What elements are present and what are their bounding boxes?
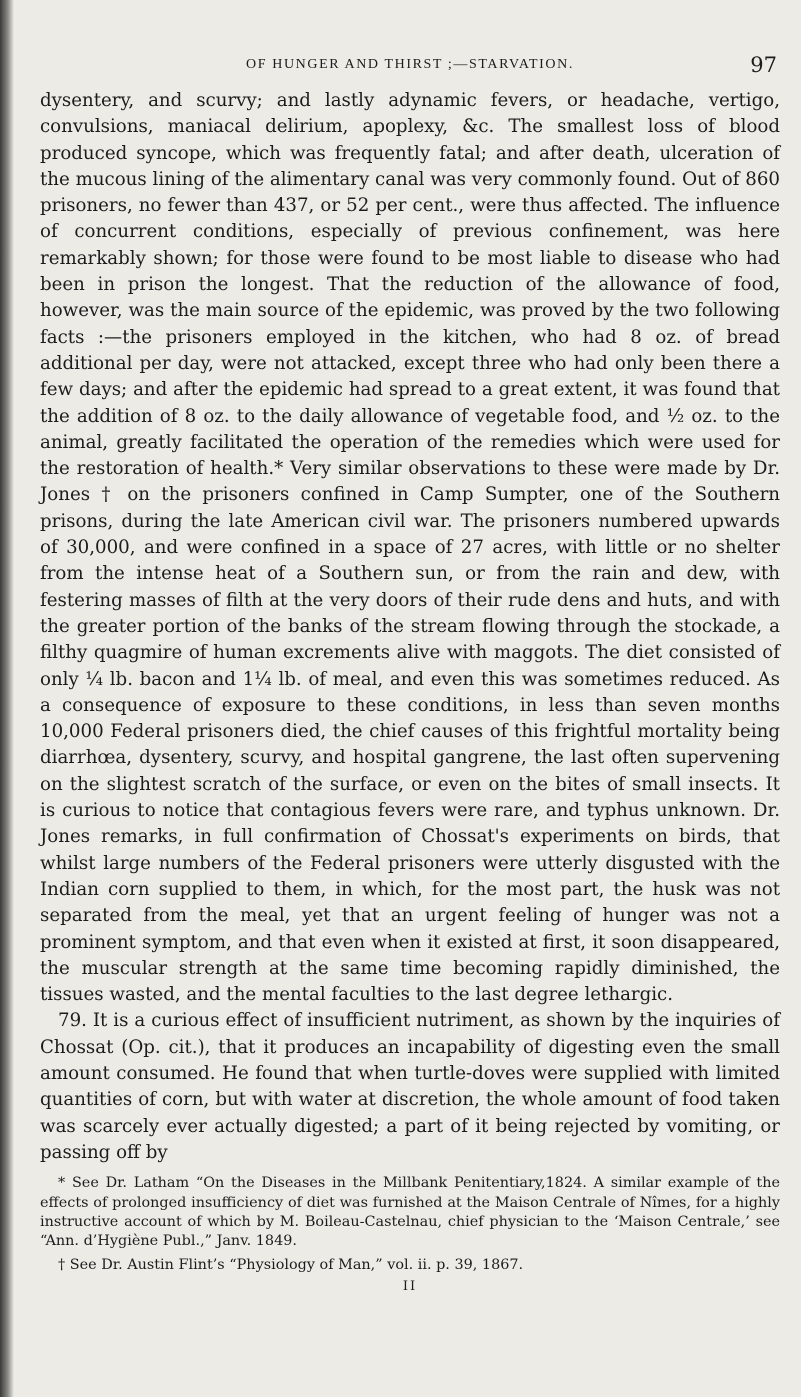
- page-header: [40, 50, 780, 80]
- paragraph-79: 79. It is a curious effect of insufficient nutriment, as shown by the inquiries of Chossat (Op. cit.), that it produces an incapability of digesting even the small amount consumed. He found that when turtle-doves were supplied with limited quantities of corn, but with water at discretion, the whole amount of food taken was scarcely ever actually digested; a part of it being rejected by vomiting, or passing off by: [40, 1010, 780, 1163]
- page-number: 97: [750, 53, 777, 77]
- paragraph-continued: dysentery, and scurvy; and lastly adynamic fevers, or headache, vertigo, convulsions, maniacal delirium, apoplexy, &c. The smallest loss of blood produced syncope, which was frequently fatal; and after death, ulceration of the mucous lining of the alimentary canal was very commonly found. Out of 860 prisoners, no fewer than 437, or 52 per cent., were thus affected. The influence of concurrent conditions, especially of previous confinement, was here remarkably shown; for those were found to be most liable to disease who had been in prison the longest. That the reduction of the allowance of food, however, was the main source of the epidemic, was proved by the two following facts :—the prisoners employed in the kitchen, who had 8 oz. of bread additional per day, were not attacked, except three who had only been there a few days; and after the epidemic had spread to a great extent, it was found that the addition of 8 oz. to the daily allowance of vegetable food, and ½ oz. to the animal, greatly facilitated the operation of the remedies which were used for the restoration of health.* Very similar observations to these were made by Dr. Jones † on the prisoners confined in Camp Sumpter, one of the Southern prisons, during the late American civil war. The prisoners numbered upwards of 30,000, and were confined in a space of 27 acres, with little or no shelter from the intense heat of a Southern sun, or from the rain and dew, with festering masses of filth at the very doors of their rude dens and huts, and with the greater portion of the banks of the stream flowing through the stockade, a filthy quagmire of human excrements alive with maggots. The diet consisted of only ¼ lb. bacon and 1¼ lb. of meal, and even this was sometimes reduced. As a consequence of exposure to these conditions, in less than seven months 10,000 Federal prisoners died, the chief causes of this frightful mortality being diarrhœa, dysentery, scurvy, and hospital gangrene, the last often supervening on the slightest scratch of the surface, or even on the bites of small insects. It is curious to notice that contagious fevers were rare, and typhus unknown. Dr. Jones remarks, in full confirmation of Chossat's experiments on birds, that whilst large numbers of the Federal prisoners were utterly disgusted with the Indian corn supplied to them, in which, for the most part, the husk was not separated from the meal, yet that an urgent feeling of hunger was not a prominent symptom, and that even when it existed at first, it soon disappeared, the muscular strength at the same time becoming rapidly diminished, the tissues wasted, and the mental faculties to the last degree lethargic.: [40, 90, 780, 1006]
- binding-shadow: [0, 0, 14, 1397]
- body-text: [40, 88, 780, 1166]
- footnote-flint: † See Dr. Austin Flint’s “Physiology of Man,” vol. ii. p. 39, 1867.: [58, 1256, 524, 1273]
- signature-mark: II: [402, 1279, 418, 1295]
- footnotes: [40, 1174, 780, 1275]
- footnote-latham: * See Dr. Latham “On the Diseases in the Millbank Penitentiary,1824. A similar example of the effects of prolonged insufficiency of diet was furnished at the Maison Centrale of Nîmes, for a highly instructive account of which by M. Boileau-Castelnau, chief physician to the ‘Maison Centrale,’ see “Ann. d’Hygiène Publ.,” Janv. 1849.: [40, 1175, 780, 1250]
- book-page: [40, 50, 780, 1294]
- running-title: OF HUNGER AND THIRST ;—STARVATION.: [246, 57, 574, 72]
